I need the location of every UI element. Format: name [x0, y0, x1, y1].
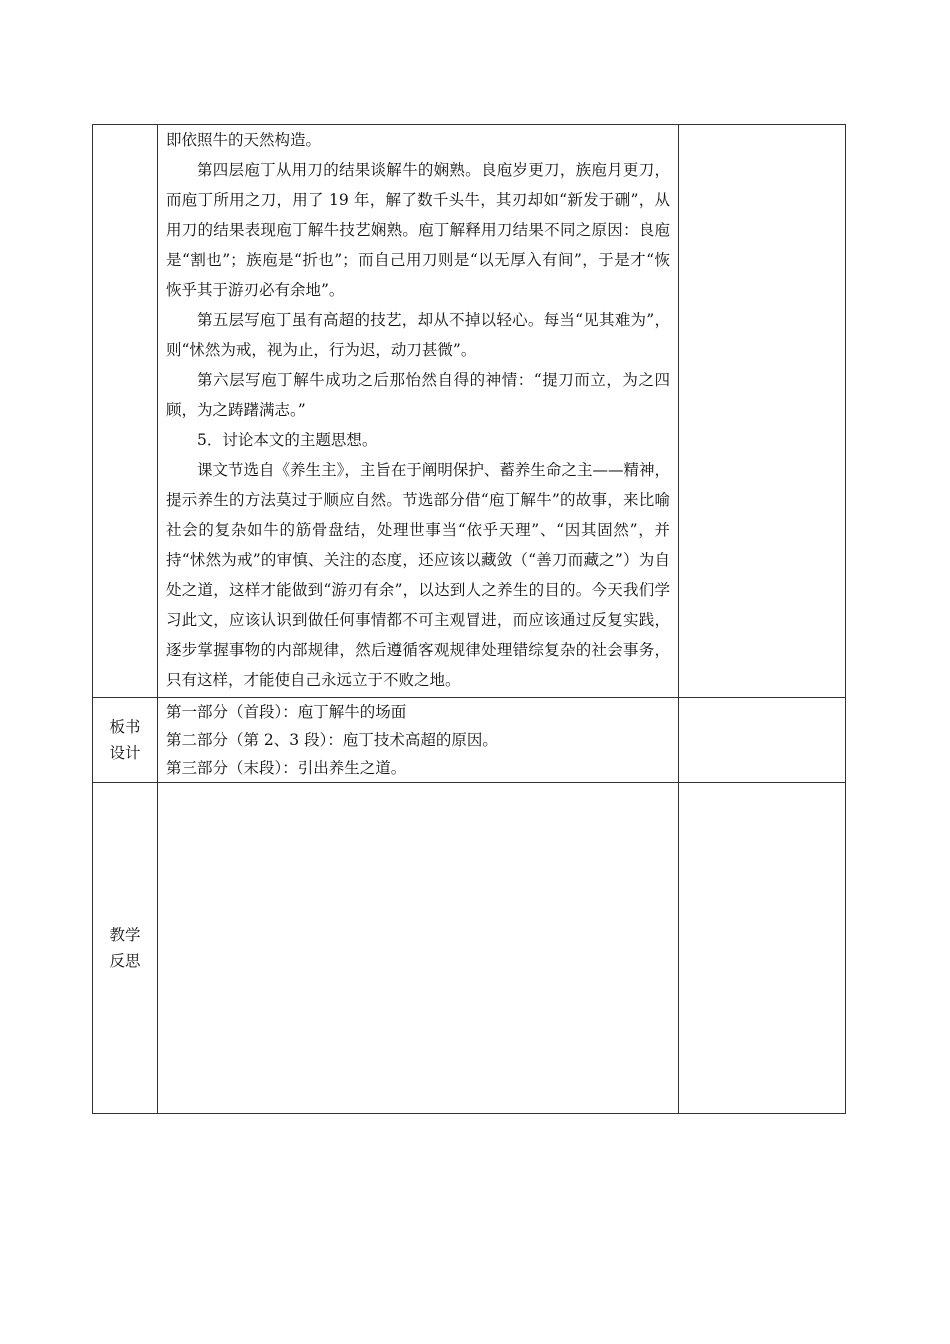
reflection-text-cell — [158, 783, 679, 1114]
paragraph-5: 5．讨论本文的主题思想。 — [197, 431, 378, 449]
board-line-1: 第一部分（首段）：庖丁解牛的场面 — [166, 703, 407, 721]
paragraph-1: 即依照牛的天然构造。 — [166, 131, 322, 149]
board-line-3: 第三部分（末段）：引出养生之道。 — [166, 759, 407, 777]
board-line-2: 第二部分（第 2、3 段）：庖丁技术高超的原因。 — [166, 731, 498, 749]
paragraph-3: 第五层写庖丁虽有高超的技艺，却从不掉以轻心。每当“见其难为”，则“怵然为戒，视为止，行为迟，动刀甚微”。 — [166, 311, 670, 359]
reflection-label-1: 教学 — [109, 926, 141, 944]
board-design-notes-cell — [679, 698, 846, 783]
lesson-plan-table — [92, 124, 846, 1114]
content-text-cell — [158, 125, 679, 698]
board-design-row — [93, 698, 846, 783]
content-notes-cell — [679, 125, 846, 698]
content-label-cell — [93, 125, 158, 698]
content-row — [93, 125, 846, 698]
paragraph-4: 第六层写庖丁解牛成功之后那怡然自得的神情：“提刀而立，为之四顾，为之踌躇满志。” — [166, 371, 670, 419]
reflection-label-cell — [93, 783, 158, 1114]
board-design-label-1: 板书 — [109, 718, 141, 736]
board-design-label-cell — [93, 698, 158, 783]
paragraph-6: 课文节选自《养生主》，主旨在于阐明保护、蓄养生命之主——精神，提示养生的方法莫过于顺应自然。节选部分借“庖丁解牛”的故事，来比喻社会的复杂如牛的筋骨盘结，处理世事当“依乎天理”、“因其固然”，并持“怵然为戒”的审慎、关注的态度，还应该以藏敛（“善刀而藏之”）为自处之道，这样才能做到“游刃有余”，以达到人之养生的目的。今天我们学习此文，应该认识到做任何事情都不可主观冒进，而应该通过反复实践，逐步掌握事物的内部规律，然后遵循客观规律处理错综复杂的社会事务，只有这样，才能使自己永远立于不败之地。 — [166, 461, 670, 689]
reflection-notes-cell — [679, 783, 846, 1114]
reflection-row — [93, 783, 846, 1114]
paragraph-2: 第四层庖丁从用刀的结果谈解牛的娴熟。良庖岁更刀，族庖月更刀，而庖丁所用之刀，用了 19 年，解了数千头牛，其刃却如“新发于硎”，从用刀的结果表现庖丁解牛技艺娴熟。庖丁解释用刀结果不同之原因：良庖是“割也”；族庖是“折也”；而自己用刀则是“以无厚入有间”，于是才“恢恢乎其于游刃必有余地”。 — [166, 161, 670, 299]
reflection-label-2: 反思 — [109, 952, 141, 970]
board-design-label-2: 设计 — [109, 744, 141, 762]
board-design-text-cell — [158, 698, 679, 783]
